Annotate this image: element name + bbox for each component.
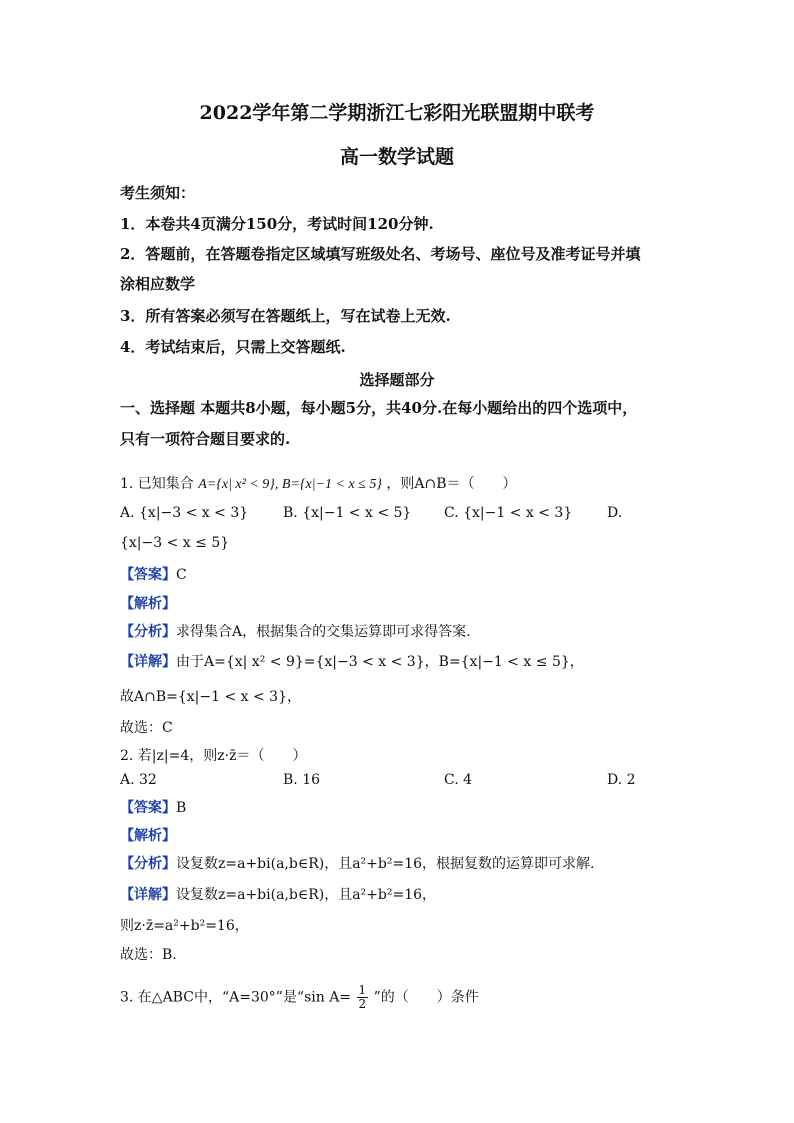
q2-fenxi [120,853,594,873]
q2-xiangjie [120,884,436,904]
q1-fenxi-text: 求得集合A，根据集合的交集运算即可求得答案. [176,624,471,640]
q2-jiexi-tag: 【解析】 [120,828,176,844]
xiangjie-tag: 【详解】 [120,887,176,903]
q1-xiangjie-text: 由于A={x| x² < 9}={x|−3 < x < 3}，B={x|−1 < x ≤ 5}， [176,654,584,670]
q2-step2: 则z·z̄=a²+b²=16， [120,918,249,934]
q3-frac-num: 1 [358,983,367,997]
section-intro-2: 只有一项符合题目要求的. [120,430,291,448]
notice-item-4: 4．考试结束后，只需上交答题纸. [120,338,346,356]
q1-stem-math: A={x| x² < 9}, B={x|−1 < x ≤ 5} [198,477,382,492]
answer-tag: 【答案】 [120,800,176,816]
q2-xiangjie-text: 设复数z=a+bi(a,b∈R)，且a²+b²=16， [176,887,437,903]
q2-answer [120,797,186,817]
notice-item-1: 1．本卷共4页满分150分，考试时间120分钟. [120,215,434,233]
exam-title: 2022学年第二学期浙江七彩阳光联盟期中联考 [199,102,595,124]
answer-tag: 【答案】 [120,567,176,583]
q1-stem [120,473,517,493]
q1-answer-value: C [176,567,187,583]
q1-option-a: A. {x|−3 < x < 3} [120,505,249,521]
q1-jiexi-tag: 【解析】 [120,596,176,612]
q1-stem-prefix: 1. 已知集合 [120,476,194,492]
exam-subtitle: 高一数学试题 [339,146,454,168]
q3-stem [120,984,479,1011]
q2-answer-value: B [176,800,187,816]
q3-frac-den: 2 [358,997,367,1011]
q1-option-d: D. [607,505,623,521]
q2-option-a: A. 32 [120,772,157,788]
q1-option-d-value: {x|−3 < x ≤ 5} [120,535,230,551]
q3-stem-prefix: 3. 在△ABC中，“A=30°”是“sin A= [120,989,352,1006]
q1-xiangjie [120,651,584,671]
q2-fenxi-text: 设复数z=a+bi(a,b∈R)，且a²+b²=16，根据复数的运算即可求解. [176,856,595,872]
q1-option-c: C. {x|−1 < x < 3} [444,505,573,521]
section-title: 选择题部分 [359,371,435,389]
q3-fraction [357,984,369,1011]
q1-stem-suffix: ，则A∩B＝（ ） [386,476,517,492]
q1-answer [120,564,187,584]
notice-heading: 考生须知： [120,184,196,202]
q1-option-b: B. {x|−1 < x < 5} [283,505,412,521]
q2-option-c: C. 4 [444,772,473,788]
section-intro-1: 一、选择题 本题共8小题，每小题5分，共40分.在每小题给出的四个选项中， [120,399,638,417]
q1-step2: 故A∩B={x|−1 < x < 3}， [120,689,301,705]
q3-stem-suffix: ”的（ ）条件 [373,989,479,1006]
q2-stem: 2. 若|z|=4，则z·z̄＝（ ） [120,748,307,764]
q2-option-b: B. 16 [283,772,321,788]
q2-option-d: D. 2 [607,772,636,788]
notice-item-3: 3．所有答案必须写在答题纸上，写在试卷上无效. [120,307,451,325]
xiangjie-tag: 【详解】 [120,654,176,670]
q2-choose: 故选：B. [120,947,177,963]
q1-fenxi [120,621,471,641]
fenxi-tag: 【分析】 [120,856,176,872]
fenxi-tag: 【分析】 [120,624,176,640]
notice-item-2-cont: 涂相应数学 [120,275,196,293]
notice-item-2: 2．答题前，在答题卷指定区域填写班级处名、考场号、座位号及准考证号并填 [120,245,641,263]
q1-choose: 故选：C [120,720,173,736]
